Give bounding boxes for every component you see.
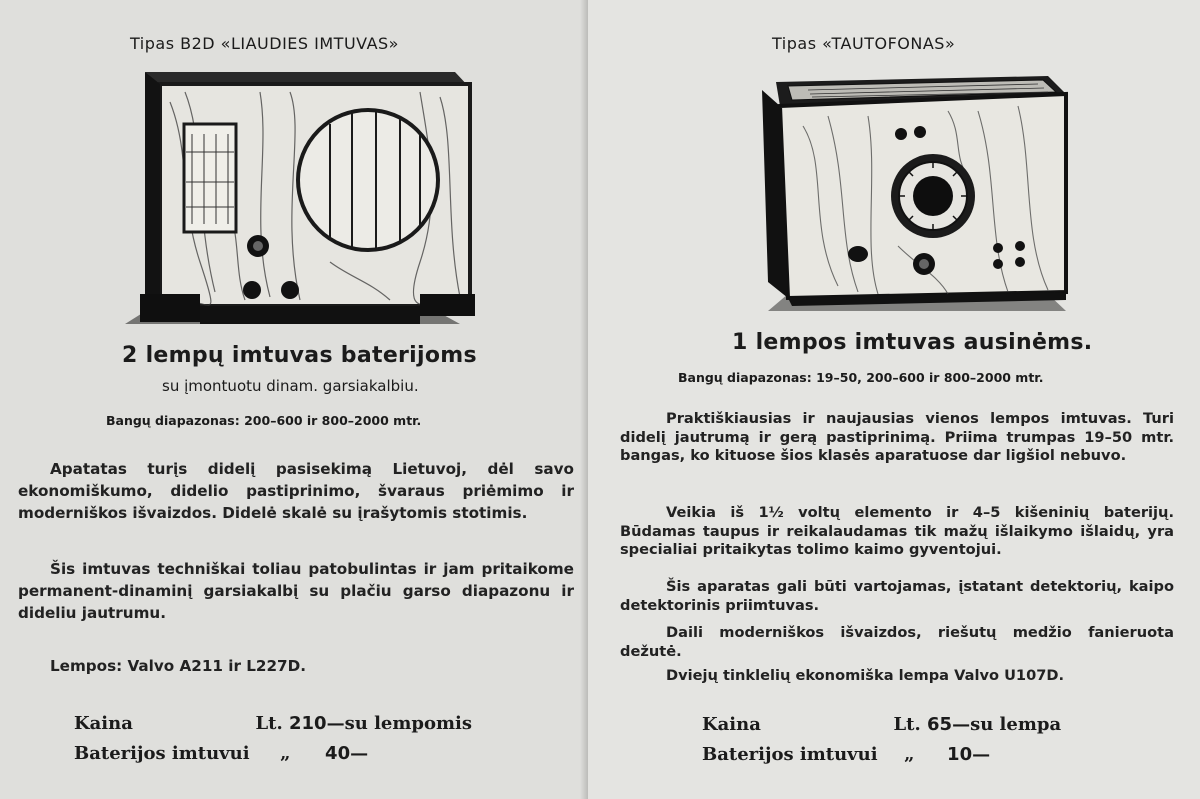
left-band-range: Bangų diapazonas: 200–600 ir 800–2000 mtr. bbox=[106, 413, 422, 428]
left-page bbox=[0, 0, 588, 799]
left-price-label: Kaina bbox=[74, 713, 133, 734]
right-paragraph-1-text: Praktiškiausias ir naujausias vienos lempos imtuvas. Turi didelį jautrumą ir gerą pastiprinimą. Priima trumpas 19–50 mtr. bangas, ko kituose šios klasės aparatuose dar ligšiol nebuvo. bbox=[620, 410, 1174, 465]
right-band-range: Bangų diapazonas: 19–50, 200–600 ir 800–2000 mtr. bbox=[678, 370, 1044, 385]
right-paragraph-5-text: Dviejų tinklelių ekonomiška lempa Valvo U107D. bbox=[666, 667, 1065, 684]
radio-b2d-illustration bbox=[120, 62, 485, 340]
right-price-label: Kaina bbox=[702, 714, 761, 735]
left-paragraph-3 bbox=[18, 655, 574, 677]
right-paragraph-3-text: Šis aparatas gali būti vartojamas, įstatant detektorių, kaipo detektorinis priimtuvas. bbox=[620, 578, 1174, 614]
right-price-value: 65 bbox=[927, 714, 953, 735]
radio-tautofonas-illustration bbox=[748, 66, 1078, 328]
right-battery-suffix: — bbox=[972, 744, 991, 765]
right-battery-label: Baterijos imtuvui bbox=[702, 744, 878, 765]
right-paragraph-2-text: Veikia iš 1½ voltų elemento ir 4–5 kišeninių baterijų. Būdamas taupus ir reikalaudamas tik mažų išlaikymo išlaidų, yra specialiai pritaikytas tolimo kaimo gyventojui. bbox=[620, 504, 1174, 559]
right-paragraph-1 bbox=[620, 410, 1174, 466]
left-paragraph-2 bbox=[18, 558, 574, 625]
right-paragraph-4-text: Daili moderniškos išvaizdos, riešutų medžio fanieruota dežutė. bbox=[620, 624, 1174, 660]
left-paragraph-1 bbox=[18, 458, 574, 525]
right-battery-line bbox=[702, 744, 990, 765]
right-battery-ditto: „ bbox=[904, 744, 915, 765]
left-battery-line bbox=[74, 743, 368, 764]
left-price-suffix: —su lempomis bbox=[326, 713, 473, 734]
right-page bbox=[588, 0, 1200, 799]
left-battery-suffix: — bbox=[350, 743, 369, 764]
left-paragraph-3-text: Lempos: Valvo A211 ir L227D. bbox=[50, 657, 306, 675]
left-price-line bbox=[74, 713, 472, 734]
left-battery-ditto: „ bbox=[280, 743, 291, 764]
right-battery-value: 10 bbox=[947, 744, 973, 765]
left-paragraph-1-text: Apatatas turįs didelį pasisekimą Lietuvoj, dėl savo ekonomiškumo, didelio pastiprinimo, švaraus priėmimo ir moderniškos išvaizdos. Didelė skalė su įrašytomis stotimis. bbox=[18, 460, 574, 523]
left-battery-label: Baterijos imtuvui bbox=[74, 743, 250, 764]
left-price-currency: Lt. bbox=[255, 713, 283, 734]
left-paragraph-2-text: Šis imtuvas techniškai toliau patobulintas ir jam pritaikome permanent-dinaminį garsiakalbį su plačiu garso diapazonu ir dideliu jautrumu. bbox=[18, 560, 574, 623]
right-price-currency: Lt. bbox=[893, 714, 921, 735]
right-paragraph-4 bbox=[620, 624, 1174, 661]
right-price-suffix: —su lempa bbox=[952, 714, 1062, 735]
left-battery-value: 40 bbox=[325, 743, 351, 764]
left-subtitle: su įmontuotu dinam. garsiakalbiu. bbox=[162, 377, 419, 395]
right-title: 1 lempos imtuvas ausinėms. bbox=[732, 330, 1093, 355]
left-price-value: 210 bbox=[289, 713, 327, 734]
right-type-line: Tipas «TAUTOFONAS» bbox=[772, 34, 956, 53]
right-price-line bbox=[702, 714, 1061, 735]
left-title: 2 lempų imtuvas baterijoms bbox=[122, 343, 477, 368]
right-paragraph-3 bbox=[620, 578, 1174, 615]
right-paragraph-2 bbox=[620, 504, 1174, 560]
left-type-line: Tipas B2D «LIAUDIES IMTUVAS» bbox=[130, 34, 399, 53]
right-paragraph-5 bbox=[620, 667, 1174, 686]
